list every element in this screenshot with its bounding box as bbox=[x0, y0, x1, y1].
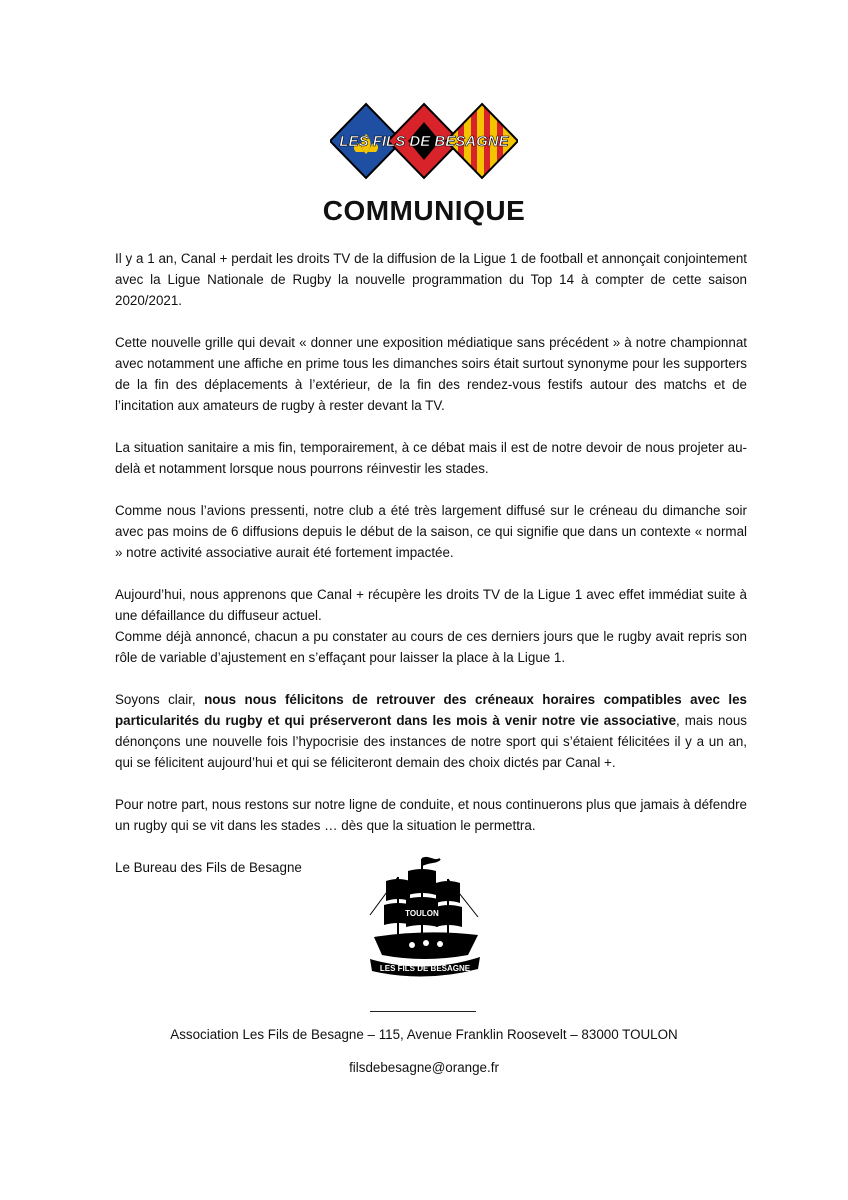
bold-text: nous nous félicitons de retrouver des créneaux horaires compatibles avec les particularités du rugby et qui préserveront dans les mois à venir notre vie associative bbox=[115, 692, 747, 728]
paragraph: Pour notre part, nous restons sur notre ligne de conduite, et nous continuerons plus que jamais à défendre un rugby qui se vit dans les stades … dès que la situation le permettra. bbox=[115, 797, 747, 833]
paragraph: Il y a 1 an, Canal + perdait les droits TV de la diffusion de la Ligue 1 de football et annonçait conjointement avec la Ligue Nationale de Rugby la nouvelle programmation du Top 14 à compter de cette saison 2020/2021. bbox=[115, 251, 747, 308]
page-title: COMMUNIQUE bbox=[322, 195, 526, 226]
footer-email[interactable]: filsdebesagne@orange.fr bbox=[349, 1060, 499, 1075]
paragraph: Aujourd’hui, nous apprenons que Canal + récupère les droits TV de la Ligue 1 avec effet immédiat suite à une défaillance du diffuseur actuel. bbox=[115, 587, 747, 623]
footer-address: Association Les Fils de Besagne – 115, Avenue Franklin Roosevelt – 83000 TOULON bbox=[170, 1027, 678, 1042]
paragraph: La situation sanitaire a mis fin, temporairement, à ce débat mais il est de notre devoir de nous projeter au-delà et notamment lorsque nous pourrons réinvestir les stades. bbox=[115, 440, 747, 476]
paragraph: Cette nouvelle grille qui devait « donner une exposition médiatique sans précédent » à notre championnat avec notamment une affiche en prime tous les dimanches soirs était surtout synonyme pour les supporters de la fin des déplacements à l’extérieur, de la fin des rendez-vous festifs autour des matchs et de l’incitation aux amateurs de rugby à rester devant la TV. bbox=[115, 335, 747, 413]
paragraph-with-bold bbox=[115, 689, 747, 773]
signature: Le Bureau des Fils de Besagne bbox=[115, 860, 302, 875]
text-span: , mais nous dénonçons une nouvelle fois l’hypocrisie des instances de notre sport qui s’étaient félicitées il y a un an, qui se félicitent aujourd’hui et qui se féliciteront demain des choix dictés par Canal +. bbox=[115, 713, 747, 770]
svg-text:LES FILS DE BESAGNE: LES FILS DE BESAGNE bbox=[379, 964, 471, 973]
paragraph: Comme déjà annoncé, chacun a pu constater au cours de ces derniers jours que le rugby avait repris son rôle de variable d’ajustement en s’effaçant pour laisser la place à la Ligue 1. bbox=[115, 629, 747, 665]
paragraph: Comme nous l’avions pressenti, notre club a été très largement diffusé sur le créneau du dimanche soir avec pas moins de 6 diffusions depuis le début de la saison, ce qui signifie que dans un contexte « normal » notre activité associative aurait été fortement impactée. bbox=[115, 503, 747, 560]
footer-divider bbox=[370, 1011, 476, 1012]
text-span: Soyons clair, bbox=[115, 692, 205, 707]
communique-body bbox=[115, 248, 747, 899]
ship-logo bbox=[366, 855, 484, 977]
fils-de-besagne-logo bbox=[330, 102, 518, 180]
svg-text:TOULON: TOULON bbox=[405, 909, 439, 918]
svg-text:LES FILS DE BESAGNE: LES FILS DE BESAGNE bbox=[339, 133, 509, 150]
